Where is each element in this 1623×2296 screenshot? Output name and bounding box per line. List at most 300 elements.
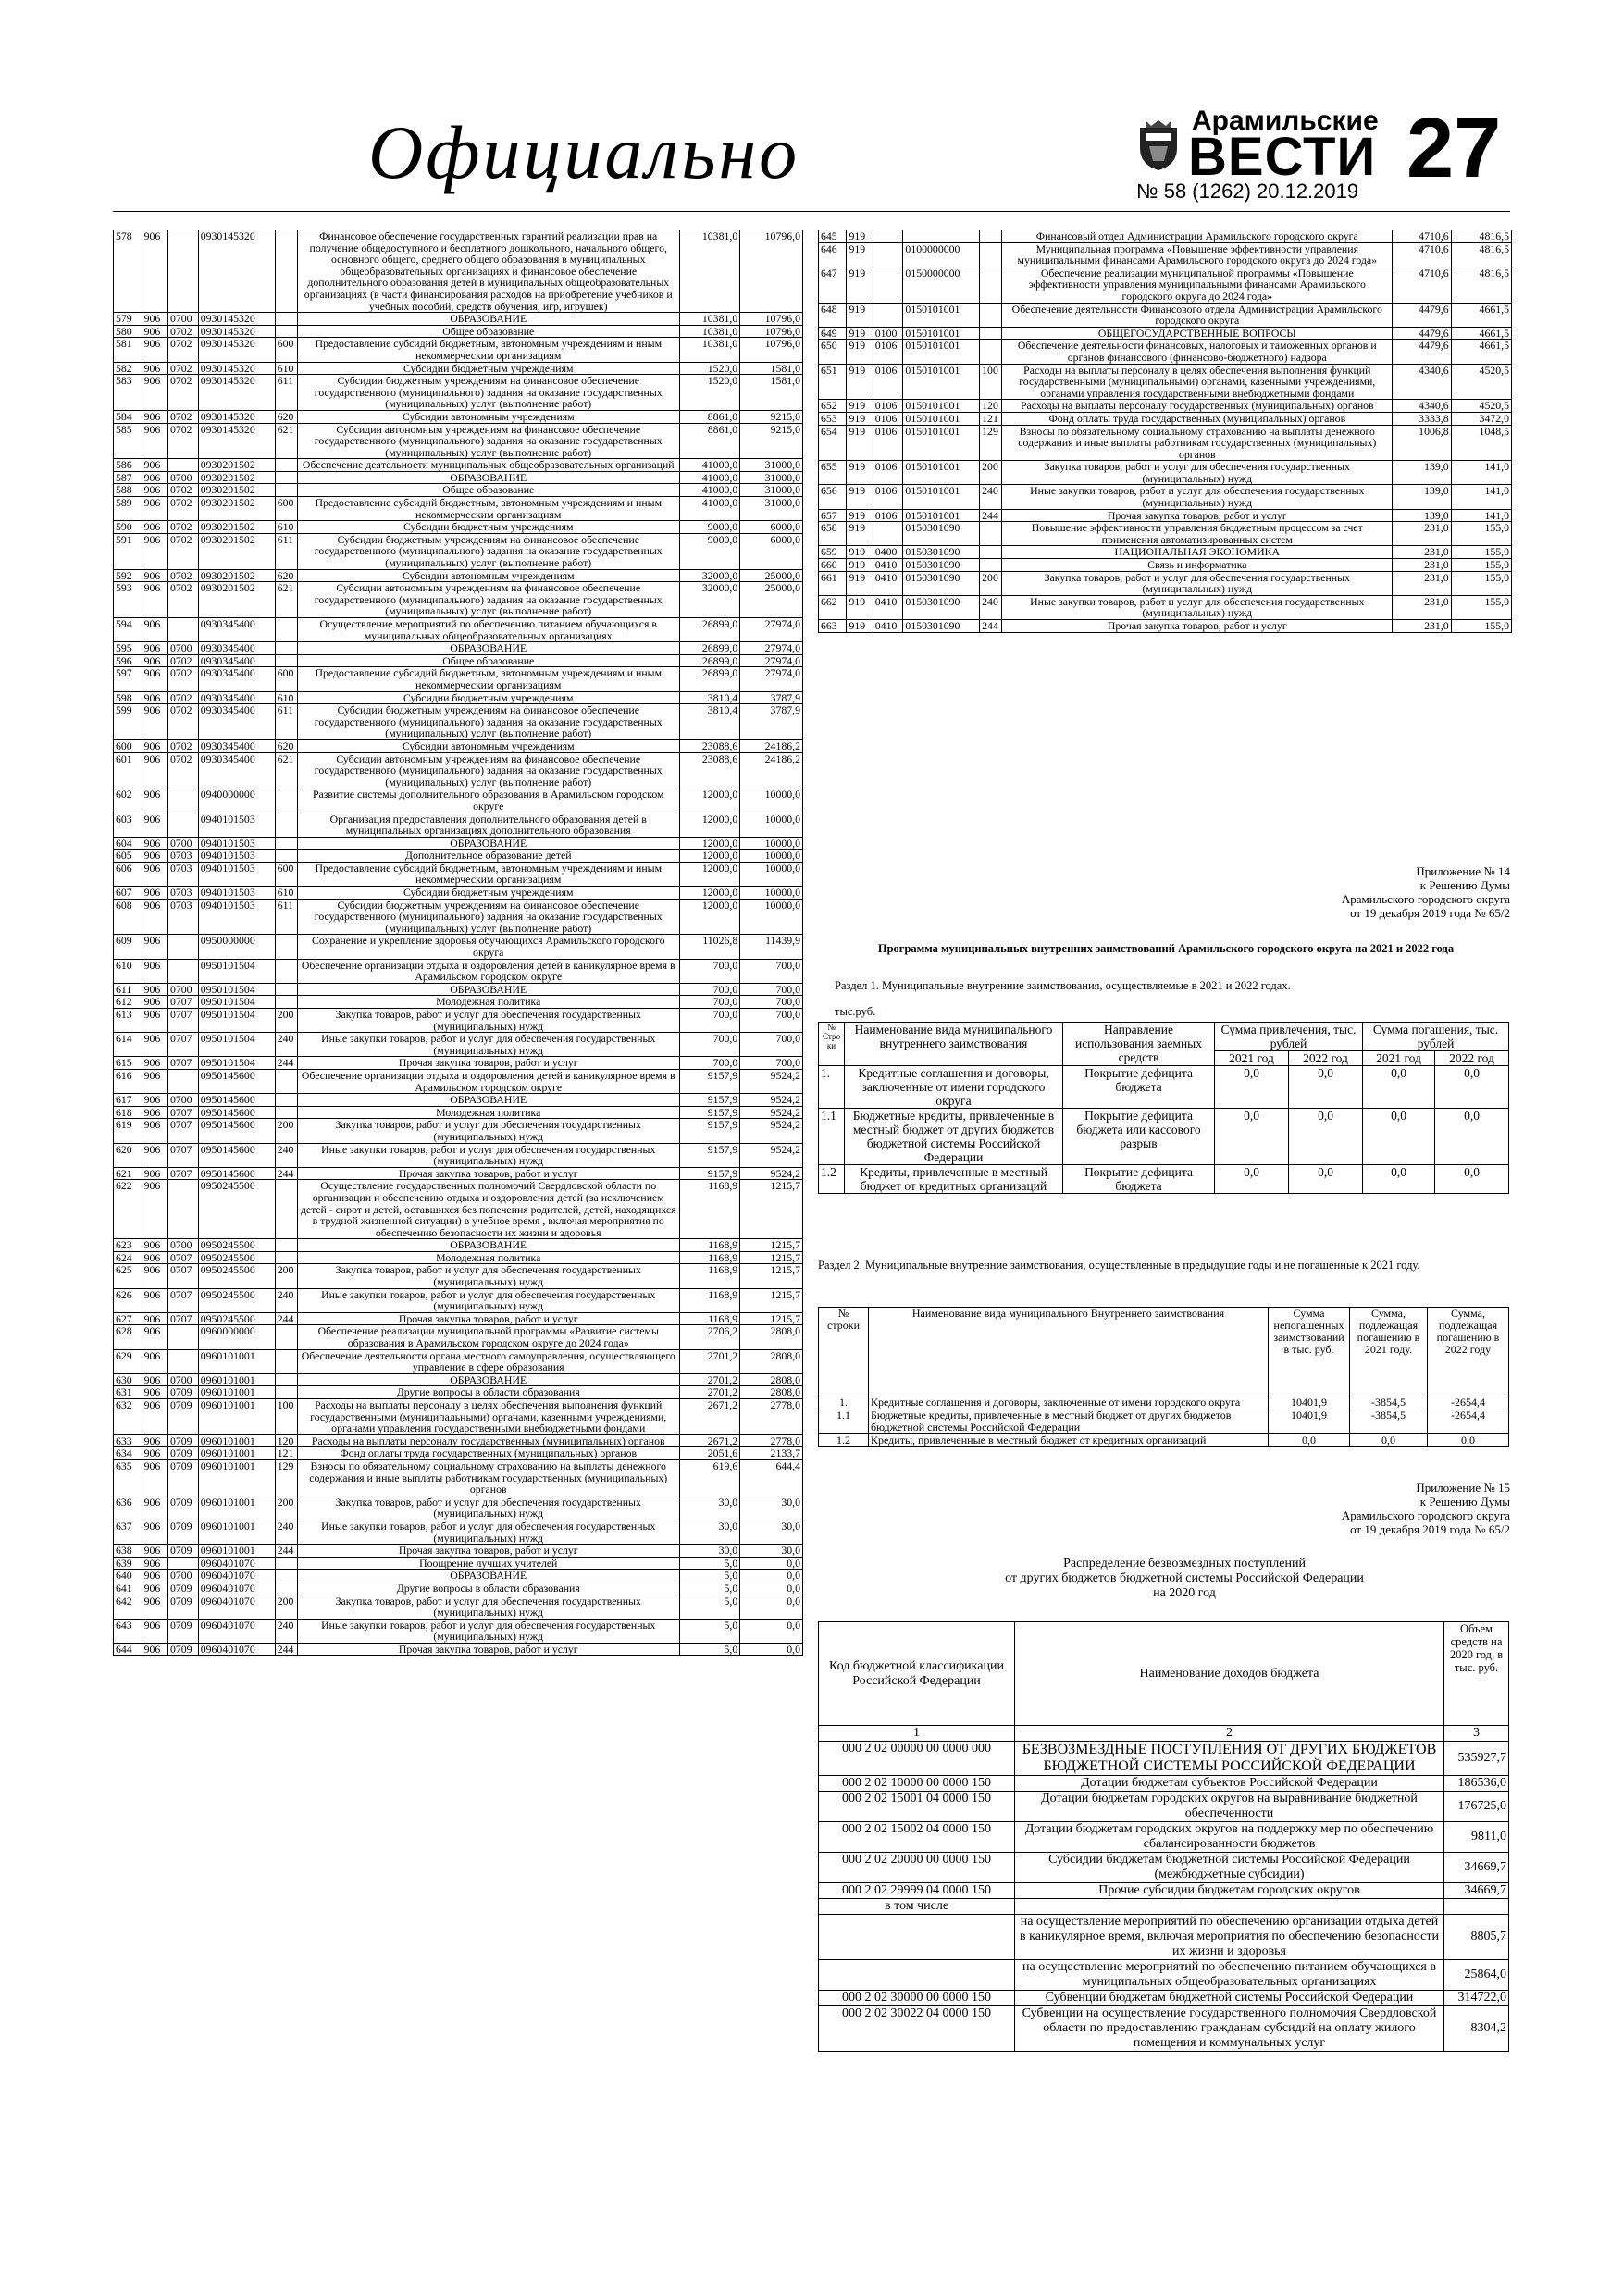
amount-2021: 1168,9 <box>679 1264 740 1288</box>
amount-2020: 8304,2 <box>1444 2006 1509 2052</box>
expense-type-code: 244 <box>275 1545 297 1558</box>
transfers-title-line-1: Распределение безвозмездных поступлений <box>1063 1557 1306 1570</box>
table-row <box>819 1915 1509 1960</box>
section-code <box>167 1349 198 1373</box>
section-code: 0702 <box>167 752 198 788</box>
row-number: 616 <box>114 1069 142 1093</box>
target-article-code: 0950145600 <box>198 1143 275 1167</box>
admin-code: 906 <box>142 1386 167 1399</box>
target-article-code: 0100000000 <box>903 242 980 267</box>
section-code: 0700 <box>167 1094 198 1107</box>
expense-name: ОБРАЗОВАНИЕ <box>297 1094 679 1107</box>
table-row <box>114 497 803 521</box>
section-code: 0700 <box>167 1570 198 1582</box>
table-row <box>114 1557 803 1570</box>
table-row <box>114 423 803 459</box>
expense-name: Субсидии автономным учреждениям на финансовое обеспечение государственного (муниципального) задания на оказание государственных (муниципальных) услуг (выполнение работ) <box>297 582 679 618</box>
row-number: 641 <box>114 1582 142 1595</box>
income-name: Дотации бюджетам городских округов на поддержку мер по обеспечению сбалансированности бюджетов <box>1015 1822 1444 1853</box>
amount-2022: 10796,0 <box>740 325 803 338</box>
table-row <box>114 1459 803 1496</box>
expense-name: Иные закупки товаров, работ и услуг для обеспечения государственных (муниципальных) нужд <box>297 1033 679 1057</box>
admin-code: 906 <box>142 471 167 484</box>
amount-2021: 5,0 <box>679 1619 740 1643</box>
table-row <box>114 230 803 313</box>
unpaid-amount: 0,0 <box>1269 1434 1350 1447</box>
amount-2020: 9811,0 <box>1444 1822 1509 1853</box>
row-number: 580 <box>114 325 142 338</box>
section-code: 0700 <box>167 1239 198 1252</box>
admin-code: 906 <box>142 996 167 1009</box>
table-row <box>114 1643 803 1656</box>
amount-2021: 1168,9 <box>679 1312 740 1325</box>
income-name: на осуществление мероприятий по обеспечению организации отдыха детей в каникулярное время, включая мероприятия по обеспечению безопасности их жизни и здоровья <box>1015 1915 1444 1960</box>
table-row <box>819 303 1512 327</box>
admin-code: 906 <box>142 1459 167 1496</box>
borrowing-type: Кредитные соглашения и договоры, заключенные от имени городского округа <box>845 1066 1063 1109</box>
section-code: 0702 <box>167 484 198 497</box>
row-number: 594 <box>114 618 142 642</box>
expense-name: ОБРАЗОВАНИЕ <box>297 471 679 484</box>
table-row <box>114 471 803 484</box>
budget-table-right <box>818 230 1512 633</box>
amount-2022: 1215,7 <box>740 1264 803 1288</box>
section-code <box>167 230 198 313</box>
expense-name: Прочая закупка товаров, работ и услуг <box>297 1312 679 1325</box>
amount-2021: 12000,0 <box>679 788 740 813</box>
budget-code: 000 2 02 15001 04 0000 150 <box>819 1792 1015 1822</box>
section-code: 0707 <box>167 1312 198 1325</box>
row-number: 596 <box>114 654 142 667</box>
amount-2021: 30,0 <box>679 1520 740 1544</box>
admin-code: 906 <box>142 1643 167 1656</box>
row-number: 663 <box>819 620 847 633</box>
admin-code: 906 <box>142 1106 167 1119</box>
row-number: 658 <box>819 522 847 546</box>
target-article-code: 0930145320 <box>198 410 275 423</box>
target-article-code: 0940000000 <box>198 788 275 813</box>
amount-2022: 10000,0 <box>740 813 803 837</box>
expense-name: Молодежная политика <box>297 1251 679 1264</box>
expense-type-code: 129 <box>980 425 1002 461</box>
target-article-code: 0930345400 <box>198 667 275 691</box>
expense-type-code <box>275 1239 297 1252</box>
admin-code: 906 <box>142 338 167 362</box>
target-article-code: 0940101503 <box>198 899 275 935</box>
target-article-code: 0960101001 <box>198 1434 275 1447</box>
target-article-code: 0950245500 <box>198 1264 275 1288</box>
section-code: 0106 <box>873 425 903 461</box>
table-row <box>819 364 1512 400</box>
section-code <box>167 1557 198 1570</box>
amount-2021: 2671,2 <box>679 1399 740 1435</box>
expense-type-code <box>275 1106 297 1119</box>
amount-2022: 1581,0 <box>740 362 803 375</box>
amount-2022: 9524,2 <box>740 1069 803 1093</box>
section-code: 0702 <box>167 533 198 569</box>
col2-head-name: Наименование вида муниципального Внутреннего заимствования <box>869 1308 1269 1396</box>
row-number: 618 <box>114 1106 142 1119</box>
amount-2022: 700,0 <box>740 996 803 1009</box>
section-code <box>167 618 198 642</box>
admin-code: 906 <box>142 850 167 863</box>
target-article-code: 0940101503 <box>198 837 275 850</box>
section-code: 0106 <box>873 509 903 522</box>
table-row <box>114 1595 803 1619</box>
table-row <box>819 267 1512 303</box>
amount-2021: 12000,0 <box>679 862 740 886</box>
amount-2021: 1168,9 <box>679 1288 740 1312</box>
target-article-code: 0930145320 <box>198 338 275 362</box>
page-section-title: Официально <box>368 110 800 194</box>
table-row <box>114 1349 803 1373</box>
table-row <box>819 412 1512 425</box>
amount-2022: 155,0 <box>1451 559 1511 572</box>
amount-2022: 24186,2 <box>740 739 803 752</box>
admin-code: 906 <box>142 1496 167 1520</box>
repay-2022: 0,0 <box>1428 1434 1509 1447</box>
amount-2021: 2701,2 <box>679 1386 740 1399</box>
amount-2021: 139,0 <box>1393 509 1451 522</box>
amount-2021: 700,0 <box>679 996 740 1009</box>
row-number: 610 <box>114 959 142 983</box>
amount-2021: 9000,0 <box>679 521 740 534</box>
amount-2022: 24186,2 <box>740 752 803 788</box>
amount-2022: 3787,9 <box>740 691 803 704</box>
admin-code: 906 <box>142 704 167 740</box>
col2-head-num: № строки <box>819 1308 869 1396</box>
expense-type-code: 611 <box>275 704 297 740</box>
table-row <box>114 484 803 497</box>
admin-code: 919 <box>847 509 873 522</box>
row-number: 598 <box>114 691 142 704</box>
income-name: Субвенции на осуществление государственного полномочия Свердловской области по предоставлению гражданам субсидий на оплату жилого помещения и коммунальных услуг <box>1015 2006 1444 2052</box>
col2-head-repay-2022: Сумма, подлежащая погашению в 2022 году <box>1428 1308 1509 1396</box>
expense-name: Общее образование <box>297 654 679 667</box>
target-article-code: 0960101001 <box>198 1386 275 1399</box>
expense-name: Субсидии автономным учреждениям <box>297 739 679 752</box>
table-row <box>819 1792 1509 1822</box>
table-row <box>114 1399 803 1435</box>
budget-code <box>819 1915 1015 1960</box>
row-number: 605 <box>114 850 142 863</box>
row-number: 599 <box>114 704 142 740</box>
expense-type-code <box>980 242 1002 267</box>
appendix-15-line-1: Приложение № 15 <box>1416 1481 1510 1495</box>
expense-name: Субсидии автономным учреждениям <box>297 569 679 582</box>
section-code: 0700 <box>167 313 198 326</box>
section-code: 0702 <box>167 325 198 338</box>
appendix-15-line-2: к Решению Думы <box>1419 1495 1510 1508</box>
target-article-code: 0150101001 <box>903 425 980 461</box>
amount-2021: 1168,9 <box>679 1239 740 1252</box>
admin-code: 919 <box>847 559 873 572</box>
admin-code: 906 <box>142 1167 167 1180</box>
row-number: 648 <box>819 303 847 327</box>
section-code <box>167 935 198 959</box>
transfers-colnum: 1 <box>819 1726 1015 1742</box>
section-code: 0106 <box>873 340 903 364</box>
expense-name: Расходы на выплаты персоналу в целях обеспечения выполнения функций государственными (муниципальными) органами, казенными учреждениями, органами управления государственными внебюджетными фондами <box>1002 364 1393 400</box>
amount-2021: 5,0 <box>679 1643 740 1656</box>
col-head-direction: Направление использования заемных средств <box>1063 1023 1215 1066</box>
program-section-2: Раздел 2. Муниципальные внутренние заимствования, осуществленные в предыдущие годы и не погашенные к 2021 году. <box>818 1259 1420 1272</box>
row-number: 640 <box>114 1570 142 1582</box>
expense-name: ОБЩЕГОСУДАРСТВЕННЫЕ ВОПРОСЫ <box>1002 327 1393 340</box>
amount-2021: 231,0 <box>1393 559 1451 572</box>
section-code: 0702 <box>167 375 198 411</box>
admin-code: 906 <box>142 484 167 497</box>
logo-line-1: Арамильские <box>1192 105 1379 136</box>
amount-2021: 9157,9 <box>679 1106 740 1119</box>
repay-2022: -2654,4 <box>1428 1409 1509 1434</box>
row-number: 579 <box>114 313 142 326</box>
admin-code: 919 <box>847 412 873 425</box>
section-code: 0709 <box>167 1399 198 1435</box>
expense-type-code: 600 <box>275 338 297 362</box>
appendix-14-line-3: Арамильского городского округа <box>1341 892 1510 906</box>
section-code: 0106 <box>873 461 903 485</box>
amount-2022: 31000,0 <box>740 484 803 497</box>
section-code <box>167 1180 198 1239</box>
amount-2022: 141,0 <box>1451 461 1511 485</box>
repay-2021: 0,0 <box>1350 1434 1428 1447</box>
target-article-code: 0930201502 <box>198 533 275 569</box>
row-number: 601 <box>114 752 142 788</box>
admin-code: 919 <box>847 485 873 509</box>
expense-type-code <box>980 267 1002 303</box>
amount-2021: 10381,0 <box>679 230 740 313</box>
amount-2022: 27974,0 <box>740 667 803 691</box>
section-code: 0702 <box>167 338 198 362</box>
table-row <box>114 1033 803 1057</box>
row-number: 634 <box>114 1447 142 1460</box>
amount-2022: 9524,2 <box>740 1106 803 1119</box>
logo-line-2: ВЕСТИ <box>1188 127 1377 187</box>
row-number: 636 <box>114 1496 142 1520</box>
amount-2021: 231,0 <box>1393 620 1451 633</box>
row-number: 624 <box>114 1251 142 1264</box>
expense-type-code <box>275 1570 297 1582</box>
section-code: 0707 <box>167 996 198 1009</box>
expense-name: Предоставление субсидий бюджетным, автономным учреждениям и иным некоммерческим организациям <box>297 497 679 521</box>
admin-code: 906 <box>142 1582 167 1595</box>
table-row <box>114 667 803 691</box>
admin-code: 906 <box>142 935 167 959</box>
expense-name: Обеспечение организации отдыха и оздоровления детей в каникулярное время в Арамильском городском округе <box>297 959 679 983</box>
target-article-code: 0960000000 <box>198 1325 275 1349</box>
admin-code: 906 <box>142 459 167 472</box>
amount-2022: 10796,0 <box>740 338 803 362</box>
amount-2022: 155,0 <box>1451 595 1511 619</box>
admin-code: 906 <box>142 1094 167 1107</box>
amount-2022: 10000,0 <box>740 899 803 935</box>
target-article-code: 0930201502 <box>198 521 275 534</box>
row-number: 637 <box>114 1520 142 1544</box>
admin-code: 919 <box>847 242 873 267</box>
section-code: 0700 <box>167 471 198 484</box>
borrowing-type: Кредиты, привлеченные в местный бюджет от кредитных организаций <box>869 1434 1269 1447</box>
row-number: 613 <box>114 1009 142 1033</box>
expense-type-code <box>275 642 297 655</box>
admin-code: 906 <box>142 667 167 691</box>
row-number: 647 <box>819 267 847 303</box>
admin-code: 906 <box>142 582 167 618</box>
table-row <box>114 654 803 667</box>
admin-code: 906 <box>142 1009 167 1033</box>
admin-code: 906 <box>142 521 167 534</box>
row-number: 1.1 <box>819 1109 845 1165</box>
admin-code: 906 <box>142 983 167 996</box>
expense-type-code: 244 <box>275 1167 297 1180</box>
amount-2021: 12000,0 <box>679 813 740 837</box>
row-number: 606 <box>114 862 142 886</box>
table-row <box>114 362 803 375</box>
target-article-code: 0150101001 <box>903 485 980 509</box>
section-code: 0700 <box>167 837 198 850</box>
amount-2022: 4661,5 <box>1451 327 1511 340</box>
amount-2021: 5,0 <box>679 1595 740 1619</box>
expense-type-code <box>275 1094 297 1107</box>
table-row <box>114 1373 803 1386</box>
expense-name: Прочая закупка товаров, работ и услуг <box>297 1643 679 1656</box>
row-number: 627 <box>114 1312 142 1325</box>
expense-type-code: 600 <box>275 667 297 691</box>
section-code: 0410 <box>873 620 903 633</box>
expense-name: Субсидии бюджетным учреждениям на финансовое обеспечение государственного (муниципального) задания на оказание государственных (муниципальных) услуг (выполнение работ) <box>297 375 679 411</box>
expense-name: Субсидии бюджетным учреждениям <box>297 691 679 704</box>
expense-type-code: 620 <box>275 569 297 582</box>
amount-2022: 1215,7 <box>740 1180 803 1239</box>
target-article-code: 0150101001 <box>903 461 980 485</box>
expense-name: ОБРАЗОВАНИЕ <box>297 313 679 326</box>
expense-name: Закупка товаров, работ и услуг для обеспечения государственных (муниципальных) нужд <box>297 1496 679 1520</box>
target-article-code: 0930145320 <box>198 313 275 326</box>
amount-2021: 2051,6 <box>679 1447 740 1460</box>
target-article-code: 0960401070 <box>198 1595 275 1619</box>
amount-2022: 27974,0 <box>740 642 803 655</box>
expense-name: Повышение эффективности управления бюджетным процессом за счет применения автоматизированных систем <box>1002 522 1393 546</box>
amount-2021: 2671,2 <box>679 1434 740 1447</box>
amount-2021: 12000,0 <box>679 887 740 900</box>
amount-2021: 9157,9 <box>679 1143 740 1167</box>
row-number: 595 <box>114 642 142 655</box>
target-article-code: 0940101503 <box>198 887 275 900</box>
amount-2022: 700,0 <box>740 983 803 996</box>
row-number: 632 <box>114 1399 142 1435</box>
amount-2022: 2808,0 <box>740 1386 803 1399</box>
amount-2022: 30,0 <box>740 1496 803 1520</box>
amount-2021: 4479,6 <box>1393 340 1451 364</box>
admin-code: 919 <box>847 425 873 461</box>
expense-name: Прочая закупка товаров, работ и услуг <box>297 1545 679 1558</box>
amount-2022: 1215,7 <box>740 1312 803 1325</box>
amount-2021: 619,6 <box>679 1459 740 1496</box>
target-article-code: 0930201502 <box>198 471 275 484</box>
section-code: 0709 <box>167 1582 198 1595</box>
target-article-code: 0940101503 <box>198 850 275 863</box>
target-article-code: 0960101001 <box>198 1520 275 1544</box>
target-article-code: 0950101504 <box>198 1057 275 1070</box>
income-name <box>1015 1899 1444 1915</box>
section-code: 0707 <box>167 1009 198 1033</box>
section-code: 0709 <box>167 1643 198 1656</box>
admin-code: 906 <box>142 1033 167 1057</box>
admin-code: 906 <box>142 1069 167 1093</box>
row-number: 644 <box>114 1643 142 1656</box>
section-code <box>167 788 198 813</box>
amount-2020: 535927,7 <box>1444 1742 1509 1776</box>
amount-2022: 31000,0 <box>740 471 803 484</box>
table-row <box>819 2006 1509 2052</box>
repay-2021: 0,0 <box>1363 1165 1435 1194</box>
row-number: 661 <box>819 571 847 595</box>
amount-2022: 9524,2 <box>740 1143 803 1167</box>
target-article-code: 0960401070 <box>198 1557 275 1570</box>
amount-2022: 2133,7 <box>740 1447 803 1460</box>
amount-2021: 1520,0 <box>679 362 740 375</box>
income-name: БЕЗВОЗМЕЗДНЫЕ ПОСТУПЛЕНИЯ ОТ ДРУГИХ БЮДЖЕТОВ БЮДЖЕТНОЙ СИСТЕМЫ РОССИЙСКОЙ ФЕДЕРАЦИИ <box>1015 1742 1444 1776</box>
expense-name: Дополнительное образование детей <box>297 850 679 863</box>
table-row <box>114 691 803 704</box>
expense-type-code: 244 <box>275 1057 297 1070</box>
admin-code: 906 <box>142 887 167 900</box>
amount-2021: 231,0 <box>1393 571 1451 595</box>
section-code: 0702 <box>167 362 198 375</box>
admin-code: 906 <box>142 1434 167 1447</box>
table-row <box>819 242 1512 267</box>
table-row <box>114 1057 803 1070</box>
table-row <box>114 313 803 326</box>
table-row <box>114 752 803 788</box>
expense-name: Закупка товаров, работ и услуг для обеспечения государственных (муниципальных) нужд <box>297 1119 679 1143</box>
expense-name: Обеспечение деятельности органа местного самоуправления, осуществляющего управление в сфере образования <box>297 1349 679 1373</box>
table-row <box>114 325 803 338</box>
col2-head-repay-2021: Сумма, подлежащая погашению в 2021 году. <box>1350 1308 1428 1396</box>
amount-2022: 10000,0 <box>740 862 803 886</box>
admin-code: 906 <box>142 1545 167 1558</box>
row-number: 653 <box>819 412 847 425</box>
amount-2020: 25864,0 <box>1444 1960 1509 1991</box>
row-number: 581 <box>114 338 142 362</box>
table-row <box>114 642 803 655</box>
row-number: 656 <box>819 485 847 509</box>
amount-2022: 2808,0 <box>740 1373 803 1386</box>
target-article-code: 0930145320 <box>198 325 275 338</box>
target-article-code: 0930345400 <box>198 691 275 704</box>
table-row <box>114 813 803 837</box>
amount-2021: 231,0 <box>1393 595 1451 619</box>
target-article-code: 0150101001 <box>903 303 980 327</box>
expense-type-code: 100 <box>980 364 1002 400</box>
target-article-code: 0960401070 <box>198 1570 275 1582</box>
table-row <box>819 546 1512 559</box>
appendix-15-header <box>1184 1481 1510 1536</box>
expense-name: Иные закупки товаров, работ и услуг для обеспечения государственных (муниципальных) нужд <box>297 1520 679 1544</box>
admin-code: 919 <box>847 327 873 340</box>
table-row <box>819 1883 1509 1899</box>
admin-code: 906 <box>142 325 167 338</box>
expense-name: Развитие системы дополнительного образования в Арамильском городском округе <box>297 788 679 813</box>
row-number: 623 <box>114 1239 142 1252</box>
repay-2021: 0,0 <box>1363 1066 1435 1109</box>
expense-type-code: 621 <box>275 423 297 459</box>
section-code <box>873 230 903 243</box>
target-article-code: 0150101001 <box>903 364 980 400</box>
amount-2022: 700,0 <box>740 1057 803 1070</box>
admin-code: 906 <box>142 862 167 886</box>
row-number: 650 <box>819 340 847 364</box>
